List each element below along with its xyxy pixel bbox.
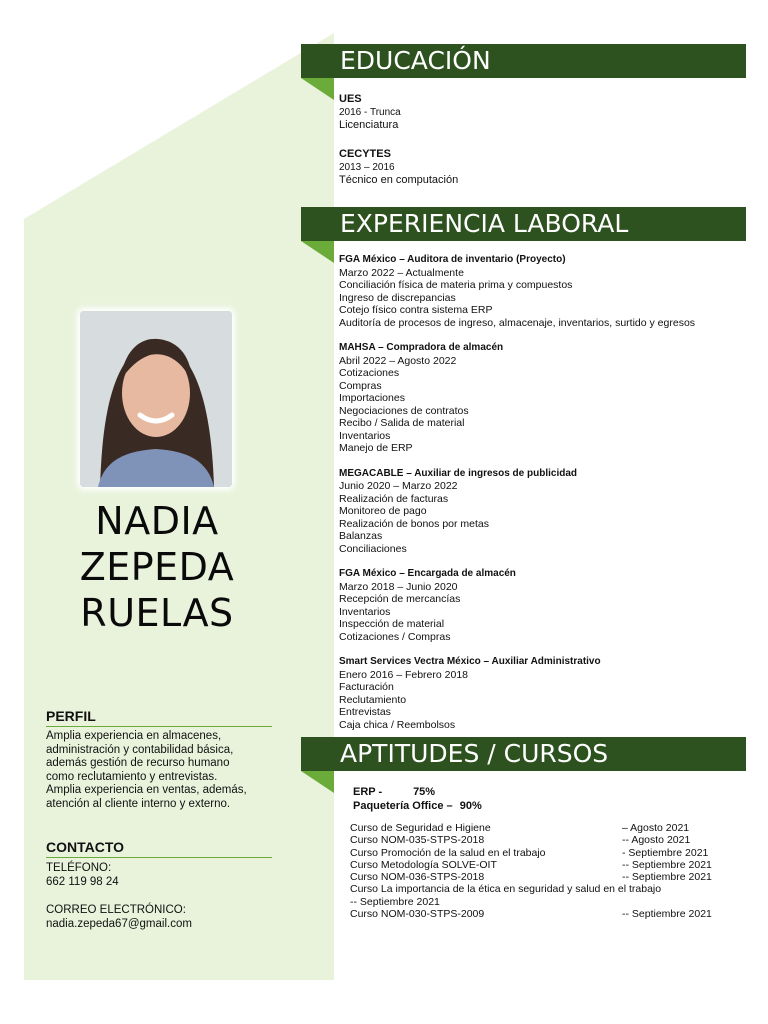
educacion-heading: EDUCACIÓN <box>301 44 746 78</box>
course-item <box>350 908 720 920</box>
job-duty: Cotejo físico contra sistema ERP <box>339 304 493 316</box>
skill-name: Paquetería Office – <box>353 799 453 812</box>
job-duty: Reclutamiento <box>339 693 407 706</box>
job-duty: Importaciones <box>339 392 405 404</box>
job-duty: Auditoría de procesos de ingreso, almacenaje, inventarios, surtido y egresos <box>339 316 696 329</box>
contacto-section <box>46 839 272 931</box>
perfil-line: atención al cliente interno y externo. <box>46 797 231 810</box>
course-name: Curso de Seguridad e Higiene <box>350 822 491 834</box>
job-duty: Recepción de mercancías <box>339 593 461 605</box>
course-date: -- Septiembre 2021 <box>622 858 712 871</box>
perfil-title: PERFIL <box>46 708 272 727</box>
perfil-line: Amplia experiencia en almacenes, <box>46 730 222 742</box>
job-duty: Manejo de ERP <box>339 442 413 454</box>
job-title: FGA México – Encargada de almacén <box>339 568 516 579</box>
course-date: -- Septiembre 2021 <box>622 871 712 884</box>
school-years: 2016 - Trunca <box>339 107 401 118</box>
job-duty: Conciliaciones <box>339 542 407 555</box>
job-title: MEGACABLE – Auxiliar de ingresos de publicidad <box>339 467 578 479</box>
perfil-line: administración y contabilidad básica, <box>46 743 234 756</box>
name-line-3: RUELAS <box>80 591 234 635</box>
job-duty: Inventarios <box>339 429 391 442</box>
course-item <box>350 834 720 846</box>
course-date <box>661 883 720 895</box>
job-duty: Balanzas <box>339 530 383 542</box>
course-item <box>350 847 720 859</box>
course-date: – Agosto 2021 <box>622 822 690 834</box>
school-years: 2013 – 2016 <box>339 162 395 173</box>
job-dates: Junio 2020 – Marzo 2022 <box>339 480 458 492</box>
aptitudes-heading: APTITUDES / CURSOS <box>301 737 746 771</box>
course-name: Curso NOM-036-STPS-2018 <box>350 871 485 884</box>
course-name: Curso NOM-035-STPS-2018 <box>350 834 485 847</box>
name-line-2: ZEPEDA <box>79 545 235 589</box>
job-duty: Negociaciones de contratos <box>339 404 469 417</box>
contacto-title: CONTACTO <box>46 839 272 858</box>
courses-list <box>350 822 720 920</box>
school-name: UES <box>339 93 362 105</box>
course-date <box>622 896 720 908</box>
skill-item <box>353 786 482 800</box>
job-entry <box>339 656 695 731</box>
job-dates: Marzo 2018 – Junio 2020 <box>339 580 458 593</box>
skill-level: 90% <box>459 799 482 812</box>
course-name: Curso Metodología SOLVE-OIT <box>350 858 497 871</box>
name-line-1: NADIA <box>95 499 219 543</box>
experiencia-list <box>339 254 695 744</box>
perfil-line: además gestión de recurso humano <box>46 757 230 770</box>
course-name: -- Septiembre 2021 <box>350 895 440 908</box>
phone-label: TELÉFONO: <box>46 862 112 874</box>
perfil-section <box>46 708 272 812</box>
job-duty: Facturación <box>339 681 394 693</box>
skill-item <box>353 800 482 814</box>
full-name <box>24 498 290 636</box>
job-dates: Enero 2016 – Febrero 2018 <box>339 668 469 681</box>
job-duty: Compras <box>339 379 382 392</box>
perfil-line: Amplia experiencia en ventas, además, <box>46 784 247 797</box>
job-title: MAHSA – Compradora de almacén <box>339 342 504 353</box>
school-degree: Licenciatura <box>339 119 399 131</box>
job-duty: Realización de facturas <box>339 492 449 505</box>
job-duty: Inspección de material <box>339 618 445 630</box>
job-duty: Caja chica / Reembolsos <box>339 718 456 731</box>
experiencia-heading: EXPERIENCIA LABORAL <box>301 207 746 241</box>
course-name: Curso NOM-030-STPS-2009 <box>350 908 485 921</box>
job-duty: Inventarios <box>339 605 391 618</box>
course-name: Curso Promoción de la salud en el trabajo <box>350 846 546 859</box>
educacion-list <box>339 93 458 187</box>
perfil-line: como reclutamiento y entrevistas. <box>46 770 218 783</box>
education-item <box>339 93 458 132</box>
school-degree: Técnico en computación <box>339 174 459 186</box>
email-value[interactable]: nadia.zepeda67@gmail.com <box>46 918 192 930</box>
skill-level: 75% <box>413 786 436 798</box>
profile-photo <box>80 311 232 487</box>
job-entry <box>339 254 695 329</box>
course-name: Curso La importancia de la ética en seguridad y salud en el trabajo <box>350 883 662 896</box>
job-entry <box>339 342 695 455</box>
job-duty: Cotizaciones <box>339 367 400 379</box>
job-duty: Entrevistas <box>339 706 391 718</box>
job-duty: Recibo / Salida de material <box>339 417 465 429</box>
job-entry <box>339 568 695 643</box>
email-label: CORREO ELECTRÓNICO: <box>46 904 186 916</box>
job-dates: Abril 2022 – Agosto 2022 <box>339 354 457 367</box>
person-photo-icon <box>80 311 232 487</box>
perfil-text <box>46 730 272 812</box>
job-duty: Cotizaciones / Compras <box>339 630 451 643</box>
course-date: -- Agosto 2021 <box>622 834 691 847</box>
phone-value[interactable]: 662 119 98 24 <box>46 876 119 888</box>
job-duty: Monitoreo de pago <box>339 505 427 517</box>
course-date: -- Septiembre 2021 <box>622 908 712 921</box>
course-date: - Septiembre 2021 <box>622 846 709 859</box>
course-item <box>350 883 720 895</box>
job-entry <box>339 468 695 556</box>
job-title: Smart Services Vectra México – Auxiliar Administrativo <box>339 656 601 667</box>
course-item <box>350 871 720 883</box>
job-duty: Realización de bonos por metas <box>339 517 490 530</box>
skill-name: ERP - <box>353 786 383 798</box>
skills-list <box>353 786 482 813</box>
education-item <box>339 148 458 187</box>
job-duty: Conciliación física de materia prima y compuestos <box>339 279 573 291</box>
course-item <box>350 859 720 871</box>
job-title: FGA México – Auditora de inventario (Proyecto) <box>339 254 566 265</box>
course-item <box>350 822 720 834</box>
job-duty: Ingreso de discrepancias <box>339 291 456 304</box>
school-name: CECYTES <box>339 148 391 160</box>
job-dates: Marzo 2022 – Actualmente <box>339 266 464 279</box>
course-item <box>350 896 720 908</box>
contacto-text <box>46 861 272 931</box>
